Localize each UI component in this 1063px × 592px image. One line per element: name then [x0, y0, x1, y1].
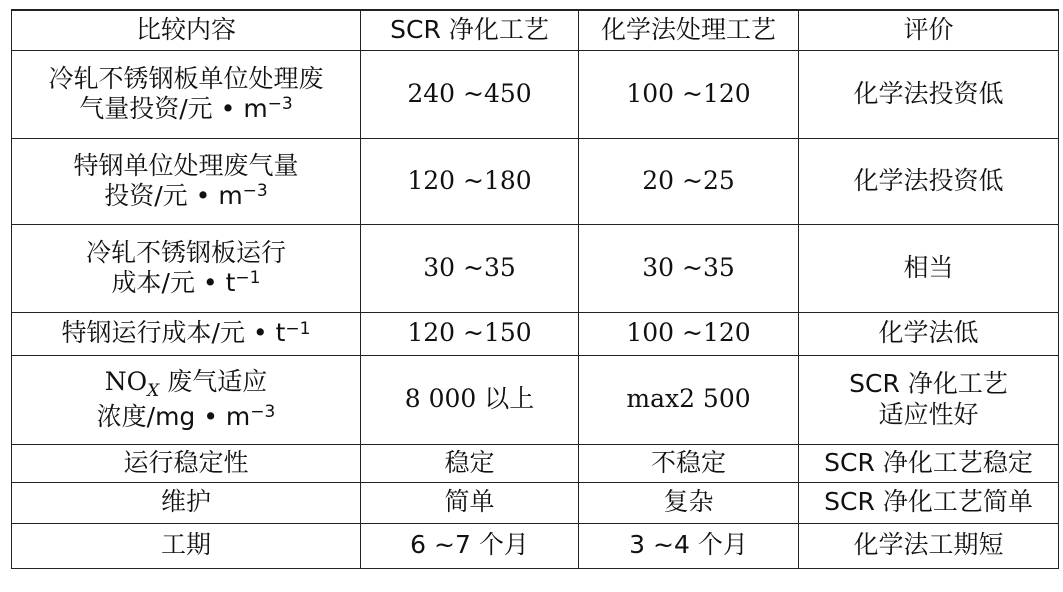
table-row [12, 523, 1059, 568]
cell-evaluation-line1: 化学法投资低 [853, 165, 1004, 195]
cell-evaluation [799, 355, 1059, 444]
header-row [12, 10, 1059, 50]
cell-evaluation [799, 312, 1059, 355]
cell-item-line2-text: 投资/元 • m [104, 181, 243, 210]
cell-item [12, 50, 361, 138]
cell-chemical: 复杂 [579, 482, 799, 523]
cell-chemical: 100 ~120 [579, 312, 799, 355]
cell-item-line1: 冷轧不锈钢板单位处理废 [48, 63, 324, 93]
unit-exponent: −3 [242, 181, 268, 202]
table-row [12, 138, 1059, 224]
cell-item-line1: 维护 [160, 487, 211, 517]
cell-item-line2 [16, 268, 356, 299]
cell-item-line1-text: 特钢运行成本/元 • t [61, 318, 286, 348]
cell-evaluation-line1: SCR 净化工艺 [849, 369, 1008, 398]
cell-item-line2 [16, 181, 356, 212]
cell-evaluation-line1: 化学法投资低 [853, 78, 1004, 108]
formula-no: NO [104, 366, 148, 396]
header-scr-process: SCR 净化工艺 [361, 10, 579, 50]
cell-item [12, 224, 361, 312]
cell-evaluation [799, 523, 1059, 568]
cell-chemical: 20 ~25 [579, 138, 799, 224]
cell-scr: 8 000 以上 [361, 355, 579, 444]
cell-item [12, 482, 361, 523]
cell-evaluation-line2: 适应性好 [878, 399, 979, 429]
cell-scr: 6 ~7 个月 [361, 523, 579, 568]
cell-scr: 稳定 [361, 444, 579, 482]
table-row [12, 50, 1059, 138]
cell-item-line1: 运行稳定性 [123, 447, 249, 477]
cell-chemical: 3 ~4 个月 [579, 523, 799, 568]
cell-chemical: 30 ~35 [579, 224, 799, 312]
cell-item-line2 [16, 94, 356, 125]
cell-item-line1: 工期 [160, 530, 211, 560]
cell-item [12, 355, 361, 444]
table-row [12, 444, 1059, 482]
comparison-table [11, 9, 1059, 569]
cell-evaluation-line1: 化学法工期短 [853, 530, 1004, 560]
header-comparison-item: 比较内容 [12, 10, 361, 50]
cell-evaluation-line1: 化学法低 [878, 318, 979, 348]
table-row [12, 355, 1059, 444]
cell-item-line2-text: 成本/元 • t [111, 268, 236, 297]
cell-evaluation [799, 50, 1059, 138]
cell-evaluation [799, 138, 1059, 224]
cell-item [12, 312, 361, 355]
cell-scr: 120 ~150 [361, 312, 579, 355]
header-chemical-process: 化学法处理工艺 [579, 10, 799, 50]
cell-item-line1 [16, 367, 356, 402]
cell-item-line1: 冷轧不锈钢板运行 [85, 237, 286, 267]
cell-item-line1 [16, 318, 356, 349]
cell-evaluation-line1: SCR 净化工艺简单 [824, 487, 1033, 517]
cell-evaluation-line1: 相当 [903, 252, 954, 282]
unit-exponent: −3 [250, 401, 276, 422]
cell-scr: 简单 [361, 482, 579, 523]
cell-item-line1: 特钢单位处理废气量 [73, 150, 299, 180]
cell-evaluation [799, 482, 1059, 523]
cell-chemical: 不稳定 [579, 444, 799, 482]
table-row [12, 312, 1059, 355]
cell-scr: 240 ~450 [361, 50, 579, 138]
cell-scr: 120 ~180 [361, 138, 579, 224]
unit-exponent: −3 [267, 94, 293, 115]
cell-item [12, 138, 361, 224]
unit-exponent: −1 [285, 318, 311, 339]
cell-scr: 30 ~35 [361, 224, 579, 312]
cell-item-line2 [16, 402, 356, 433]
cell-chemical: max2 500 [579, 355, 799, 444]
formula-subscript: X [147, 380, 160, 401]
cell-evaluation [799, 224, 1059, 312]
cell-item [12, 523, 361, 568]
cell-item-line2-text: 浓度/mg • m [96, 401, 251, 431]
table-row [12, 224, 1059, 312]
unit-exponent: −1 [235, 268, 261, 289]
cell-evaluation-line1: SCR 净化工艺稳定 [824, 447, 1033, 477]
header-evaluation: 评价 [799, 10, 1059, 50]
cell-item-line1-text: 废气适应 [159, 366, 268, 396]
cell-item [12, 444, 361, 482]
cell-chemical: 100 ~120 [579, 50, 799, 138]
cell-evaluation [799, 444, 1059, 482]
table-row [12, 482, 1059, 523]
cell-item-line2-text: 气量投资/元 • m [79, 94, 268, 123]
